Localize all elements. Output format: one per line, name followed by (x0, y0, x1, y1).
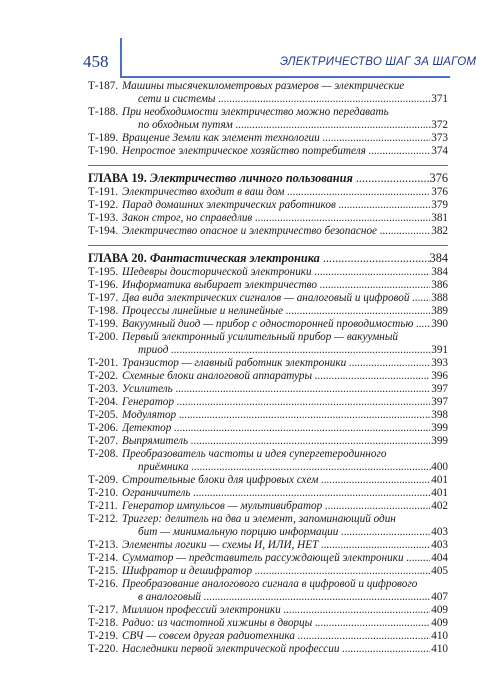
toc-entry[interactable] (88, 513, 448, 526)
entry-page: 402 (431, 500, 448, 512)
entry-code: Т-190. (88, 145, 119, 157)
entry-code: Т-207. (88, 435, 119, 447)
entry-page: 398 (431, 409, 448, 421)
entry-code: Т-215. (88, 565, 119, 577)
entry-title: Электричество входит в ваш дом ..... (122, 186, 430, 199)
entry-page: 407 (431, 591, 448, 603)
entry-code: Т-211. (88, 500, 118, 512)
entry-page: 379 (431, 199, 448, 211)
entry-code: Т-203. (88, 383, 119, 395)
entry-page: 401 (431, 474, 448, 486)
toc-entry-continuation[interactable] (88, 461, 448, 474)
toc-entry[interactable] (88, 409, 448, 422)
chapter-title (88, 250, 430, 266)
entry-code: Т-199. (88, 318, 119, 330)
entry-page: 381 (431, 212, 448, 224)
entry-title: Шифратор и дешифратор ..... (122, 565, 430, 578)
chapter-page: 384 (429, 251, 448, 265)
entry-page: 397 (431, 396, 448, 408)
toc-entry[interactable] (88, 292, 448, 305)
entry-code: Т-209. (88, 474, 119, 486)
toc-group-1 (88, 80, 448, 158)
toc-entry[interactable] (88, 396, 448, 409)
entry-page: 372 (431, 119, 448, 131)
toc-entry[interactable] (88, 578, 448, 591)
toc-entry[interactable] (88, 212, 448, 225)
toc-entry-continuation[interactable] (88, 119, 448, 132)
entry-title: Парад домашних электрических работников ..... (122, 199, 430, 212)
entry-page: 410 (431, 643, 448, 655)
entry-title: Первый электронный усилительный прибор — вакуумный (122, 331, 399, 343)
entry-page: 409 (431, 617, 448, 629)
entry-page: 397 (431, 383, 448, 395)
entry-title: Элементы логики — схемы И, ИЛИ, НЕТ ..... (122, 539, 430, 552)
entry-title-continued: по обходным путям ..... (138, 119, 431, 132)
entry-code: Т-206. (88, 422, 119, 434)
entry-page: 401 (431, 487, 448, 499)
entry-title: Машины тысячекилометровых размеров — электрические (122, 80, 405, 92)
toc-entry[interactable] (88, 370, 448, 383)
toc-group-2 (88, 186, 448, 238)
entry-code: Т-220. (88, 643, 119, 655)
toc-entry[interactable] (88, 604, 448, 617)
toc-entry-continuation[interactable] (88, 93, 448, 106)
entry-page: 393 (431, 357, 448, 369)
entry-page: 403 (431, 539, 448, 551)
entry-title: Модулятор ..... (122, 409, 430, 422)
chapter-heading-19[interactable] (88, 165, 448, 186)
entry-code: Т-187. (88, 80, 119, 92)
entry-code: Т-188. (88, 106, 119, 118)
toc-entry[interactable] (88, 565, 448, 578)
entry-title: Непростое электрическое хозяйство потребителя ..... (122, 145, 430, 158)
entry-code: Т-191. (88, 186, 119, 198)
entry-title-continued: сети и системы ..... (138, 93, 431, 106)
toc-entry[interactable] (88, 474, 448, 487)
toc-entry[interactable] (88, 106, 448, 119)
toc-entry[interactable] (88, 186, 448, 199)
entry-title: Схемные блоки аналоговой аппаратуры ..... (122, 370, 430, 383)
entry-title: Два вида электрических сигналов — аналоговый и цифровой ..... (122, 292, 430, 305)
page-header (0, 0, 490, 78)
entry-title: Усилитель ..... (122, 383, 430, 396)
entry-code: Т-219. (88, 630, 119, 642)
toc-entry[interactable] (88, 422, 448, 435)
entry-page: 403 (431, 526, 448, 538)
entry-title: Вращение Земли как элемент технологии ..... (122, 132, 430, 145)
entry-code: Т-210. (88, 487, 119, 499)
toc-entry[interactable] (88, 487, 448, 500)
entry-title: Строительные блоки для цифровых схем ..... (122, 474, 430, 487)
entry-code: Т-216. (88, 578, 119, 590)
entry-code: Т-200. (88, 331, 119, 343)
entry-title: Преобразователь частоты и идея супергетеродинного (122, 448, 387, 460)
entry-code: Т-192. (88, 199, 119, 211)
entry-code: Т-196. (88, 279, 119, 291)
toc-entry[interactable] (88, 305, 448, 318)
entry-page: 373 (431, 132, 448, 144)
entry-code: Т-213. (88, 539, 119, 551)
chapter-label: ГЛАВА 19. (88, 171, 147, 185)
entry-page: 405 (431, 565, 448, 577)
chapter-heading-20[interactable] (88, 245, 448, 266)
toc-entry[interactable] (88, 266, 448, 279)
entry-title: Информатика выбирает электричество ..... (122, 279, 430, 292)
entry-title: Генератор импульсов — мультивибратор ..... (122, 500, 430, 513)
entry-code: Т-195. (88, 266, 119, 278)
toc-entry[interactable] (88, 199, 448, 212)
entry-page: 404 (431, 552, 448, 564)
toc-entry[interactable] (88, 145, 448, 158)
entry-title: Процессы линейные и нелинейные ..... (122, 305, 430, 318)
entry-title-continued: приёмника ..... (138, 461, 431, 474)
entry-title: Детектор ..... (122, 422, 430, 435)
entry-page: 371 (431, 93, 448, 105)
header-divider-horizontal (120, 76, 450, 78)
entry-title-continued: в аналоговый ..... (138, 591, 431, 604)
entry-title: Радио: из частотной хижины в дворцы ..... (122, 617, 430, 630)
entry-title: Наследники первой электрической профессии ..... (122, 643, 430, 656)
entry-title: Сумматор — представитель рассуждающей электроники ..... (122, 552, 430, 565)
entry-page: 399 (431, 422, 448, 434)
entry-code: Т-204. (88, 396, 119, 408)
toc-group-3 (88, 266, 448, 656)
entry-page: 396 (431, 370, 448, 382)
toc-entry[interactable] (88, 225, 448, 238)
entry-title: СВЧ — совсем другая радиотехника ..... (122, 630, 430, 643)
toc-entry[interactable] (88, 539, 448, 552)
entry-code: Т-214. (88, 552, 119, 564)
chapter-label: ГЛАВА 20. (88, 251, 147, 265)
entry-page: 400 (431, 461, 448, 473)
toc-entry[interactable] (88, 80, 448, 93)
entry-code: Т-193. (88, 212, 119, 224)
entry-code: Т-212. (88, 513, 119, 525)
entry-code: Т-198. (88, 305, 119, 317)
header-divider-vertical (120, 38, 122, 78)
chapter-name: Электричество личного пользования (149, 171, 353, 185)
toc-entry[interactable] (88, 383, 448, 396)
toc-entry[interactable] (88, 630, 448, 643)
chapter-page: 376 (429, 171, 448, 185)
entry-page: 386 (431, 279, 448, 291)
entry-page: 409 (431, 604, 448, 616)
entry-code: Т-218. (88, 617, 119, 629)
entry-page: 382 (431, 225, 448, 237)
entry-code: Т-208. (88, 448, 119, 460)
entry-page: 399 (431, 435, 448, 447)
entry-title: Миллион профессий электроники ..... (122, 604, 430, 617)
table-of-contents (88, 80, 448, 656)
entry-title: Ограничитель ..... (122, 487, 430, 500)
toc-entry[interactable] (88, 448, 448, 461)
entry-code: Т-194. (88, 225, 119, 237)
toc-entry[interactable] (88, 500, 448, 513)
entry-code: Т-205. (88, 409, 119, 421)
entry-code: Т-217. (88, 604, 119, 616)
toc-entry[interactable] (88, 318, 448, 331)
toc-entry[interactable] (88, 132, 448, 145)
entry-title: Закон строг, но справедлив ..... (122, 212, 430, 225)
entry-title: Триггер: делитель на два и элемент, запоминающий один (122, 513, 396, 525)
toc-entry[interactable] (88, 617, 448, 630)
entry-code: Т-201. (88, 357, 119, 369)
entry-title: Вакуумный диод — прибор с односторонней проводимостью ..... (122, 318, 430, 331)
running-title: ЭЛЕКТРИЧЕСТВО ШАГ ЗА ШАГОМ (280, 56, 477, 68)
page-number: 458 (83, 52, 109, 71)
toc-entry[interactable] (88, 643, 448, 656)
toc-entry[interactable] (88, 331, 448, 344)
chapter-name: Фантастическая электроника (149, 251, 320, 265)
entry-title: Преобразование аналогового сигнала в цифровой и цифрового (122, 578, 418, 590)
entry-page: 389 (431, 305, 448, 317)
entry-title-continued: триод ..... (138, 344, 431, 357)
toc-entry-continuation[interactable] (88, 344, 448, 357)
entry-title: Генератор ..... (122, 396, 430, 409)
entry-code: Т-202. (88, 370, 119, 382)
entry-page: 391 (431, 344, 448, 356)
entry-page: 374 (431, 145, 448, 157)
entry-title: Электричество опасное и электричество безопасное ..... (122, 225, 430, 238)
entry-code: Т-197. (88, 292, 119, 304)
entry-title: Шедевры доисторической электроники ..... (122, 266, 430, 279)
entry-page: 376 (431, 186, 448, 198)
toc-entry-continuation[interactable] (88, 591, 448, 604)
toc-entry[interactable] (88, 552, 448, 565)
entry-title: При необходимости электричество можно передавать (122, 106, 389, 118)
toc-entry[interactable] (88, 435, 448, 448)
toc-entry[interactable] (88, 357, 448, 370)
entry-page: 388 (431, 292, 448, 304)
entry-page: 410 (431, 630, 448, 642)
entry-page: 390 (431, 318, 448, 330)
entry-title: Выпрямитель ..... (122, 435, 430, 448)
toc-entry-continuation[interactable] (88, 526, 448, 539)
entry-page: 384 (431, 266, 448, 278)
entry-title: Транзистор — главный работник электроники ..... (122, 357, 430, 370)
toc-entry[interactable] (88, 279, 448, 292)
entry-title-continued: бит — минимальную порцию информации ..... (138, 526, 431, 539)
chapter-title (88, 170, 430, 186)
entry-code: Т-189. (88, 132, 119, 144)
